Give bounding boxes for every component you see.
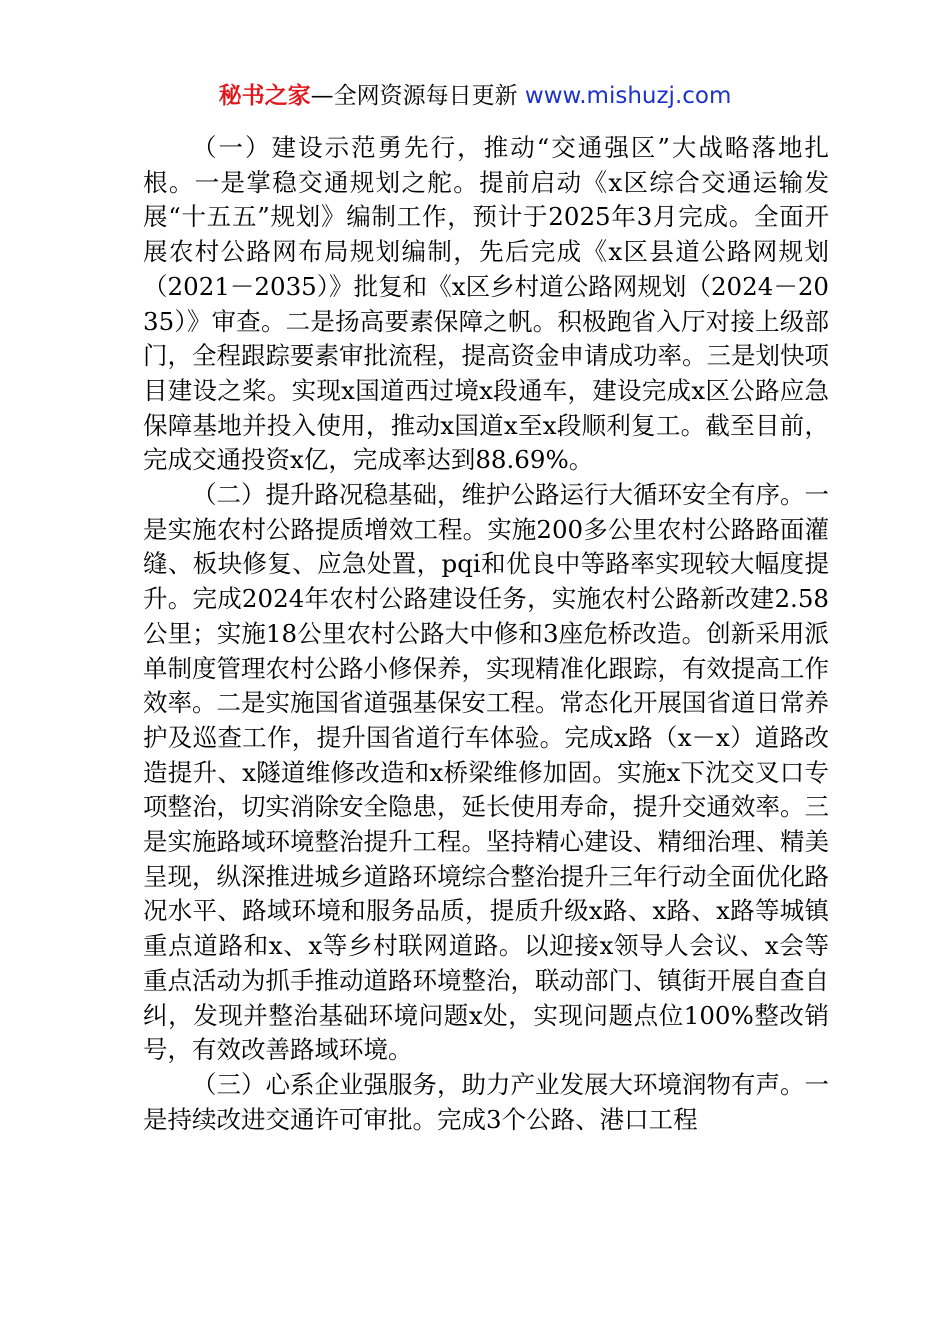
document-body (143, 131, 829, 1137)
paragraph-section-2: （二）提升路况稳基础，维护公路运行大循环安全有序。一是实施农村公路提质增效工程。实施200多公里农村公路路面灌缝、板块修复、应急处置，pqi和优良中等路率实现较大幅度提升。完成2024年农村公路建设任务，实施农村公路新改建2.58公里；实施18公里农村公路大中修和3座危桥改造。创新采用派单制度管理农村公路小修保养，实现精准化跟踪，有效提高工作效率。二是实施国省道强基保安工程。常态化开展国省道日常养护及巡查工作，提升国省道行车体验。完成x路（x－x）道路改造提升、x隧道维修改造和x桥梁维修加固。实施x下沈交叉口专项整治，切实消除安全隐患，延长使用寿命，提升交通效率。三是实施路域环境整治提升工程。坚持精心建设、精细治理、精美呈现，纵深推进城乡道路环境综合整治提升三年行动全面优化路况水平、路域环境和服务品质，提质升级x路、x路、x路等城镇重点道路和x、x等乡村联网道路。以迎接x领导人会议、x会等重点活动为抓手推动道路环境整治，联动部门、镇街开展自查自纠，发现并整治基础环境问题x处，实现问题点位100%整改销号，有效改善路域环境。 (143, 480, 829, 1065)
site-header (0, 80, 950, 112)
site-url-link[interactable]: www.mishuzj.com (524, 83, 732, 109)
site-brand: 秘书之家 (218, 83, 311, 109)
paragraph-section-1: （一）建设示范勇先行，推动“交通强区”大战略落地扎根。一是掌稳交通规划之舵。提前启动《x区综合交通运输发展“十五五”规划》编制工作，预计于2025年3月完成。全面开展农村公路网布局规划编制，先后完成《x区县道公路网规划（2021－2035）》批复和《x区乡村道公路网规划（2024－2035）》审查。二是扬高要素保障之帆。积极跑省入厅对接上级部门，全程跟踪要素审批流程，提高资金申请成功率。三是划快项目建设之桨。实现x国道西过境x段通车，建设完成x区公路应急保障基地并投入使用，推动x国道x至x段顺利复工。截至目前，完成交通投资x亿，完成率达到88.69%。 (143, 133, 829, 475)
paragraph-section-3: （三）心系企业强服务，助力产业发展大环境润物有声。一是持续改进交通许可审批。完成3个公路、港口工程 (143, 1069, 829, 1134)
site-tagline: —全网资源每日更新 (310, 83, 518, 109)
